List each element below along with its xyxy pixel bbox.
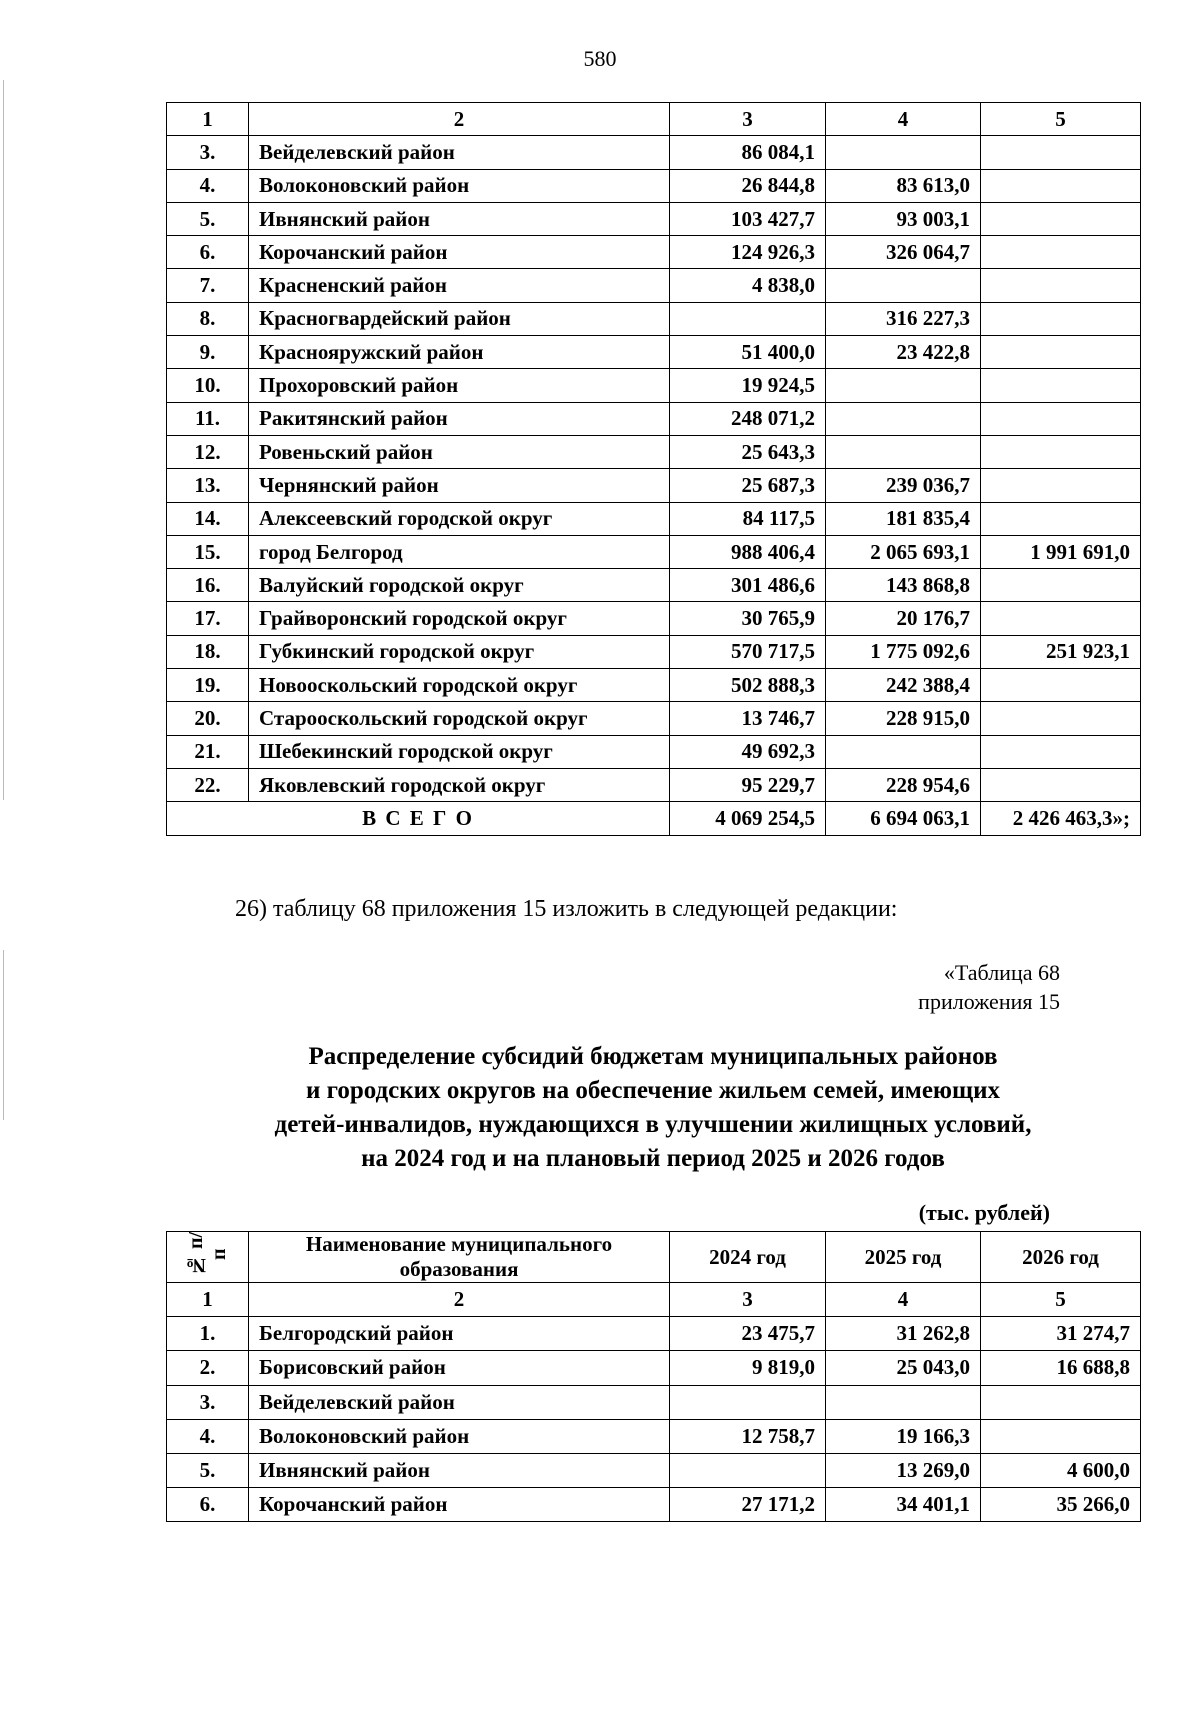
value-2024: 84 117,5 xyxy=(670,502,826,535)
value-2025: 20 176,7 xyxy=(826,602,981,635)
title-line: и городских округов на обеспечение жильем семей, имеющих xyxy=(305,1077,1001,1104)
municipality-name: Грайворонский городской округ xyxy=(249,602,670,635)
table-caption xyxy=(918,958,1060,1016)
table-row xyxy=(167,302,1141,335)
column-number: 2 xyxy=(249,1283,670,1317)
value-2026 xyxy=(981,369,1141,402)
value-2024: 124 926,3 xyxy=(670,236,826,269)
value-2025: 19 166,3 xyxy=(826,1419,981,1453)
table-row xyxy=(167,1488,1141,1522)
municipality-name: Старооскольский городской округ xyxy=(249,702,670,735)
row-number: 10. xyxy=(167,369,249,402)
value-2024: 502 888,3 xyxy=(670,669,826,702)
table-caption-line1: «Таблица 68 xyxy=(943,960,1060,985)
total-row xyxy=(167,802,1141,835)
value-2026 xyxy=(981,502,1141,535)
column-number: 5 xyxy=(981,103,1141,136)
value-2025: 228 954,6 xyxy=(826,768,981,801)
table-row xyxy=(167,1351,1141,1385)
value-2026 xyxy=(981,136,1141,169)
municipality-name: Красногвардейский район xyxy=(249,302,670,335)
value-2024: 25 687,3 xyxy=(670,469,826,502)
row-number: 5. xyxy=(167,202,249,235)
value-2025 xyxy=(826,435,981,468)
value-2025: 242 388,4 xyxy=(826,669,981,702)
value-2025: 2 065 693,1 xyxy=(826,535,981,568)
table-row xyxy=(167,1453,1141,1487)
table-row xyxy=(167,435,1141,468)
value-2026 xyxy=(981,1419,1141,1453)
row-number: 12. xyxy=(167,435,249,468)
value-2024: 23 475,7 xyxy=(670,1317,826,1351)
row-number: 3. xyxy=(167,136,249,169)
row-number: 6. xyxy=(167,236,249,269)
units-label: (тыс. рублей) xyxy=(918,1200,1050,1225)
municipality-name: Вейделевский район xyxy=(249,136,670,169)
value-2024: 4 838,0 xyxy=(670,269,826,302)
title-line: Распределение субсидий бюджетам муниципальных районов xyxy=(308,1043,998,1070)
page-number-text: 580 xyxy=(583,46,617,71)
header-2026: 2026 год xyxy=(981,1232,1141,1283)
value-2025: 1 775 092,6 xyxy=(826,635,981,668)
value-2026 xyxy=(981,735,1141,768)
row-number: 4. xyxy=(167,169,249,202)
value-2026: 4 600,0 xyxy=(981,1453,1141,1487)
table-row xyxy=(167,768,1141,801)
value-2025: 181 835,4 xyxy=(826,502,981,535)
total-label: В С Е Г О xyxy=(167,802,670,835)
value-2025: 31 262,8 xyxy=(826,1317,981,1351)
row-number: 14. xyxy=(167,502,249,535)
table-row xyxy=(167,136,1141,169)
row-number: 4. xyxy=(167,1419,249,1453)
value-2024: 49 692,3 xyxy=(670,735,826,768)
table-row xyxy=(167,602,1141,635)
value-2024: 12 758,7 xyxy=(670,1419,826,1453)
value-2026: 251 923,1 xyxy=(981,635,1141,668)
total-2026: 2 426 463,3»; xyxy=(981,802,1141,835)
value-2024: 301 486,6 xyxy=(670,569,826,602)
value-2025: 34 401,1 xyxy=(826,1488,981,1522)
value-2026: 35 266,0 xyxy=(981,1488,1141,1522)
table-row xyxy=(167,669,1141,702)
table-row xyxy=(167,236,1141,269)
value-2026 xyxy=(981,435,1141,468)
value-2025 xyxy=(826,136,981,169)
value-2026 xyxy=(981,768,1141,801)
value-2024: 25 643,3 xyxy=(670,435,826,468)
value-2025 xyxy=(826,1385,981,1419)
document-title xyxy=(166,1040,1140,1176)
value-2025: 23 422,8 xyxy=(826,336,981,369)
table-row xyxy=(167,336,1141,369)
row-number: 6. xyxy=(167,1488,249,1522)
value-2025 xyxy=(826,369,981,402)
table-row xyxy=(167,469,1141,502)
municipality-name: город Белгород xyxy=(249,535,670,568)
table-row xyxy=(167,502,1141,535)
municipality-name: Алексеевский городской округ xyxy=(249,502,670,535)
row-number: 21. xyxy=(167,735,249,768)
municipality-name: Вейделевский район xyxy=(249,1385,670,1419)
table-row xyxy=(167,1419,1141,1453)
value-2024 xyxy=(670,1385,826,1419)
municipality-name: Борисовский район xyxy=(249,1351,670,1385)
value-2025: 228 915,0 xyxy=(826,702,981,735)
value-2024: 30 765,9 xyxy=(670,602,826,635)
row-number: 9. xyxy=(167,336,249,369)
table-header-row xyxy=(167,1232,1141,1283)
value-2024: 9 819,0 xyxy=(670,1351,826,1385)
header-name-line2: образования xyxy=(399,1257,519,1281)
row-number: 15. xyxy=(167,535,249,568)
table-row xyxy=(167,735,1141,768)
value-2026 xyxy=(981,602,1141,635)
value-2025: 93 003,1 xyxy=(826,202,981,235)
table-row xyxy=(167,1317,1141,1351)
value-2026 xyxy=(981,569,1141,602)
table-row xyxy=(167,569,1141,602)
municipality-name: Красненский район xyxy=(249,269,670,302)
row-number: 18. xyxy=(167,635,249,668)
value-2026 xyxy=(981,669,1141,702)
table-row xyxy=(167,702,1141,735)
column-number-row xyxy=(167,1283,1141,1317)
row-number: 2. xyxy=(167,1351,249,1385)
table-row xyxy=(167,535,1141,568)
municipality-name: Белгородский район xyxy=(249,1317,670,1351)
row-number: 16. xyxy=(167,569,249,602)
header-num xyxy=(167,1232,249,1283)
scan-margin-line xyxy=(3,80,4,800)
table-68 xyxy=(166,1231,1141,1522)
header-name-line1: Наименование муниципального xyxy=(305,1232,613,1256)
scan-margin-line xyxy=(3,950,4,1120)
amendment-instruction: 26) таблицу 68 приложения 15 изложить в следующей редакции: xyxy=(235,896,898,922)
row-number: 17. xyxy=(167,602,249,635)
value-2024: 988 406,4 xyxy=(670,535,826,568)
value-2026: 1 991 691,0 xyxy=(981,535,1141,568)
municipality-name: Шебекинский городской округ xyxy=(249,735,670,768)
value-2026 xyxy=(981,336,1141,369)
value-2026 xyxy=(981,1385,1141,1419)
title-line: детей-инвалидов, нуждающихся в улучшении жилищных условий, xyxy=(274,1111,1032,1138)
municipality-name: Губкинский городской округ xyxy=(249,635,670,668)
municipality-name: Корочанский район xyxy=(249,1488,670,1522)
value-2024: 570 717,5 xyxy=(670,635,826,668)
page-number xyxy=(0,46,1200,72)
value-2026 xyxy=(981,469,1141,502)
table-row xyxy=(167,402,1141,435)
value-2026 xyxy=(981,169,1141,202)
value-2025: 316 227,3 xyxy=(826,302,981,335)
row-number: 1. xyxy=(167,1317,249,1351)
value-2024: 13 746,7 xyxy=(670,702,826,735)
column-number: 1 xyxy=(167,103,249,136)
value-2024: 95 229,7 xyxy=(670,768,826,801)
header-name xyxy=(249,1232,670,1283)
municipality-name: Чернянский район xyxy=(249,469,670,502)
value-2025: 13 269,0 xyxy=(826,1453,981,1487)
table-row xyxy=(167,202,1141,235)
municipality-name: Ровеньский район xyxy=(249,435,670,468)
value-2024: 19 924,5 xyxy=(670,369,826,402)
municipality-name: Новооскольский городской округ xyxy=(249,669,670,702)
row-number: 20. xyxy=(167,702,249,735)
row-number: 3. xyxy=(167,1385,249,1419)
column-number-row xyxy=(167,103,1141,136)
municipality-name: Прохоровский район xyxy=(249,369,670,402)
row-number: 19. xyxy=(167,669,249,702)
row-number: 7. xyxy=(167,269,249,302)
value-2026: 16 688,8 xyxy=(981,1351,1141,1385)
value-2025 xyxy=(826,402,981,435)
row-number: 13. xyxy=(167,469,249,502)
column-number: 5 xyxy=(981,1283,1141,1317)
column-number: 3 xyxy=(670,103,826,136)
table-row xyxy=(167,269,1141,302)
total-2025: 6 694 063,1 xyxy=(826,802,981,835)
value-2024: 86 084,1 xyxy=(670,136,826,169)
value-2025: 143 868,8 xyxy=(826,569,981,602)
municipality-name: Ивнянский район xyxy=(249,1453,670,1487)
value-2026 xyxy=(981,402,1141,435)
value-2025: 25 043,0 xyxy=(826,1351,981,1385)
column-number: 4 xyxy=(826,103,981,136)
value-2025: 83 613,0 xyxy=(826,169,981,202)
table-caption-line2: приложения 15 xyxy=(918,989,1060,1014)
title-line: на 2024 год и на плановый период 2025 и 2026 годов xyxy=(361,1145,945,1172)
row-number: 8. xyxy=(167,302,249,335)
value-2025 xyxy=(826,269,981,302)
municipality-name: Валуйский городской округ xyxy=(249,569,670,602)
municipality-name: Волоконовский район xyxy=(249,169,670,202)
value-2026 xyxy=(981,702,1141,735)
value-2026 xyxy=(981,202,1141,235)
value-2025: 326 064,7 xyxy=(826,236,981,269)
value-2024 xyxy=(670,1453,826,1487)
header-2024: 2024 год xyxy=(670,1232,826,1283)
table-row xyxy=(167,369,1141,402)
column-number: 4 xyxy=(826,1283,981,1317)
column-number: 1 xyxy=(167,1283,249,1317)
row-number: 22. xyxy=(167,768,249,801)
value-2026 xyxy=(981,269,1141,302)
municipality-name: Ивнянский район xyxy=(249,202,670,235)
table-continuation xyxy=(166,102,1141,836)
municipality-name: Ракитянский район xyxy=(249,402,670,435)
value-2024 xyxy=(670,302,826,335)
row-number: 11. xyxy=(167,402,249,435)
value-2025: 239 036,7 xyxy=(826,469,981,502)
column-number: 2 xyxy=(249,103,670,136)
header-num-text: № п/п xyxy=(184,1231,230,1277)
value-2025 xyxy=(826,735,981,768)
row-number: 5. xyxy=(167,1453,249,1487)
value-2026 xyxy=(981,236,1141,269)
column-number: 3 xyxy=(670,1283,826,1317)
table-row xyxy=(167,1385,1141,1419)
value-2024: 27 171,2 xyxy=(670,1488,826,1522)
table-row xyxy=(167,169,1141,202)
municipality-name: Корочанский район xyxy=(249,236,670,269)
table-row xyxy=(167,635,1141,668)
value-2026: 31 274,7 xyxy=(981,1317,1141,1351)
value-2024: 248 071,2 xyxy=(670,402,826,435)
municipality-name: Яковлевский городской округ xyxy=(249,768,670,801)
value-2026 xyxy=(981,302,1141,335)
value-2024: 26 844,8 xyxy=(670,169,826,202)
municipality-name: Краснояружский район xyxy=(249,336,670,369)
value-2024: 103 427,7 xyxy=(670,202,826,235)
total-2024: 4 069 254,5 xyxy=(670,802,826,835)
value-2024: 51 400,0 xyxy=(670,336,826,369)
header-2025: 2025 год xyxy=(826,1232,981,1283)
municipality-name: Волоконовский район xyxy=(249,1419,670,1453)
